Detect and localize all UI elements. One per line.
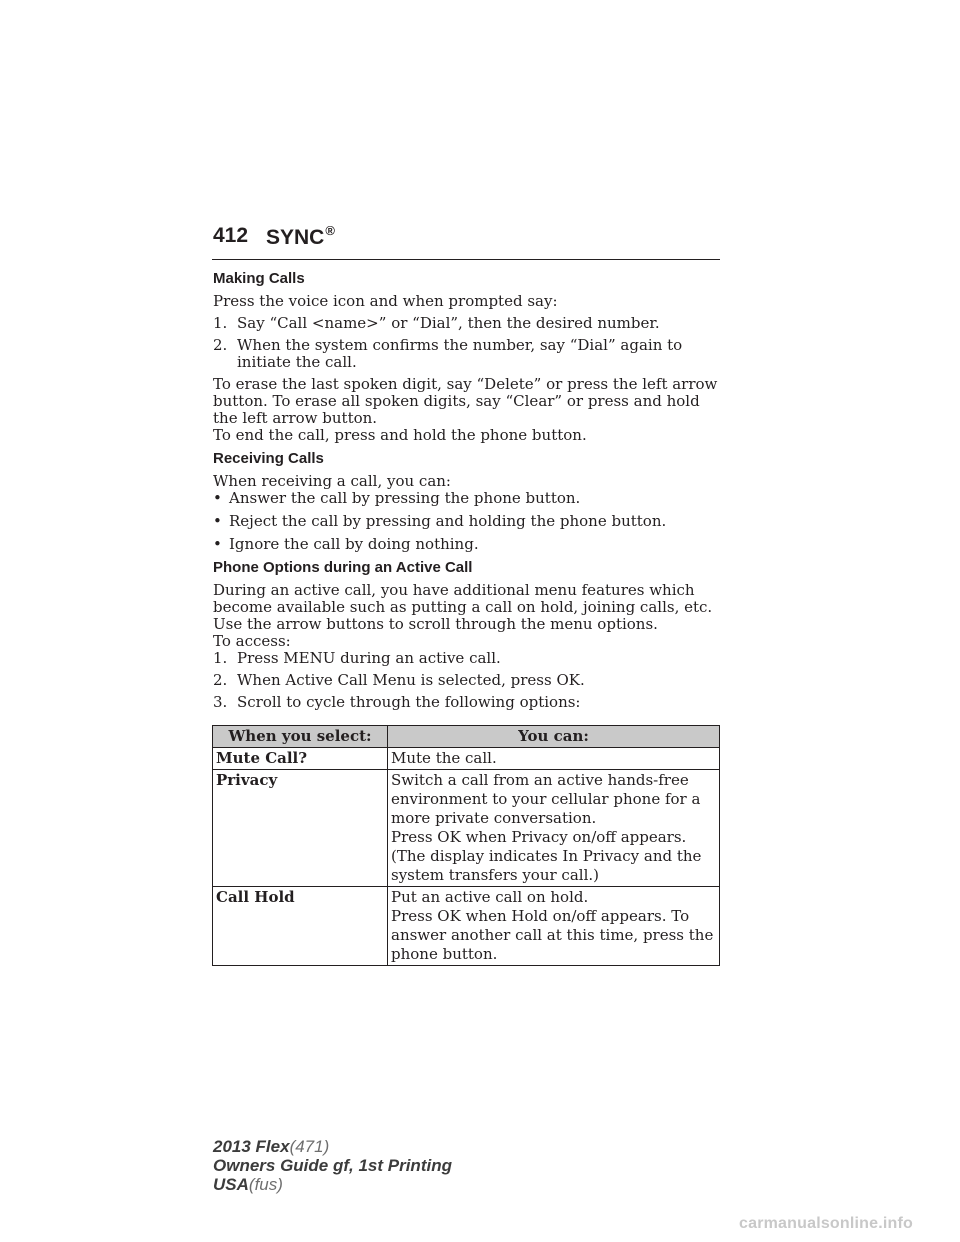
bullet-text: Ignore the call by doing nothing. [229,535,479,553]
bullet-icon: • [213,512,222,530]
step-text: Press MENU during an active call. [237,649,501,667]
table-header-row [213,726,720,748]
description-line: Press OK when Hold on/off appears. To answer another call at this time, press the phone button. [391,907,714,963]
description-line: Switch a call from an active hands-free environment to your cellular phone for a more private conversation. [391,771,701,827]
footer-market-code: (fus) [248,1175,283,1194]
footer-guide: Owners Guide gf, 1st Printing [213,1156,452,1175]
step-text: When the system confirms the number, say “Dial” again to initiate the call. [237,336,683,371]
making-calls-step [213,337,723,371]
option-description [388,770,720,887]
column-header-action: You can: [388,726,720,748]
header-rule [212,259,720,260]
footer-line [213,1175,452,1194]
page-content [213,264,723,716]
option-description [388,748,720,770]
table-row [213,770,720,887]
option-description [388,887,720,966]
registered-mark: ® [325,223,335,238]
table-row [213,748,720,770]
option-name: Call Hold [213,887,388,966]
print-footer [213,1137,452,1194]
footer-model: 2013 Flex [213,1137,290,1156]
description-line: Press OK when Privacy on/off appears. (The display indicates In Privacy and the system transfers your call.) [391,828,702,884]
bullet-icon: • [213,535,222,553]
access-label: To access: [213,632,291,650]
list-item [213,513,723,530]
receiving-calls-intro: When receiving a call, you can: [213,472,451,490]
step-text: Say “Call <name>” or “Dial”, then the desired number. [237,314,660,332]
step-text: Scroll to cycle through the following options: [237,693,581,711]
making-calls-heading: Making Calls [213,270,305,287]
footer-line [213,1156,452,1175]
options-table [212,725,720,966]
making-calls-intro: Press the voice icon and when prompted say: [213,292,558,310]
erase-instructions: To erase the last spoken digit, say “Delete” or press the left arrow button. To erase all spoken digits, say “Clear” or press and hold the left arrow button. [213,375,718,427]
bullet-icon: • [213,489,222,507]
step-number: 1. [213,314,228,332]
description-line: Mute the call. [391,749,497,767]
section-title [266,224,335,250]
step-number: 1. [213,649,228,667]
end-call-instructions: To end the call, press and hold the phone button. [213,426,587,444]
option-name: Privacy [213,770,388,887]
making-calls-step [213,315,723,332]
bullet-text: Reject the call by pressing and holding the phone button. [229,512,667,530]
list-item [213,536,723,553]
receiving-calls-heading: Receiving Calls [213,450,324,467]
step-text: When Active Call Menu is selected, press OK. [237,671,585,689]
access-step [213,672,723,689]
step-number: 3. [213,693,228,711]
step-number: 2. [213,671,228,689]
section-title-text: SYNC [266,226,325,249]
column-header-select: When you select: [213,726,388,748]
access-step [213,694,723,711]
description-line: Put an active call on hold. [391,888,589,906]
step-number: 2. [213,336,228,354]
option-name: Mute Call? [213,748,388,770]
footer-market: USA [213,1175,249,1194]
page-number: 412 [213,224,249,247]
list-item [213,490,723,507]
table-row [213,887,720,966]
access-step [213,650,723,667]
watermark: carmanualsonline.info [739,1215,914,1232]
phone-options-intro: During an active call, you have additional menu features which become available such as putting a call on hold, joining calls, etc. Use the arrow buttons to scroll through the menu options. [213,581,713,633]
phone-options-heading: Phone Options during an Active Call [213,559,473,576]
bullet-text: Answer the call by pressing the phone button. [229,489,581,507]
footer-code: (471) [289,1137,330,1156]
footer-line [213,1137,452,1156]
